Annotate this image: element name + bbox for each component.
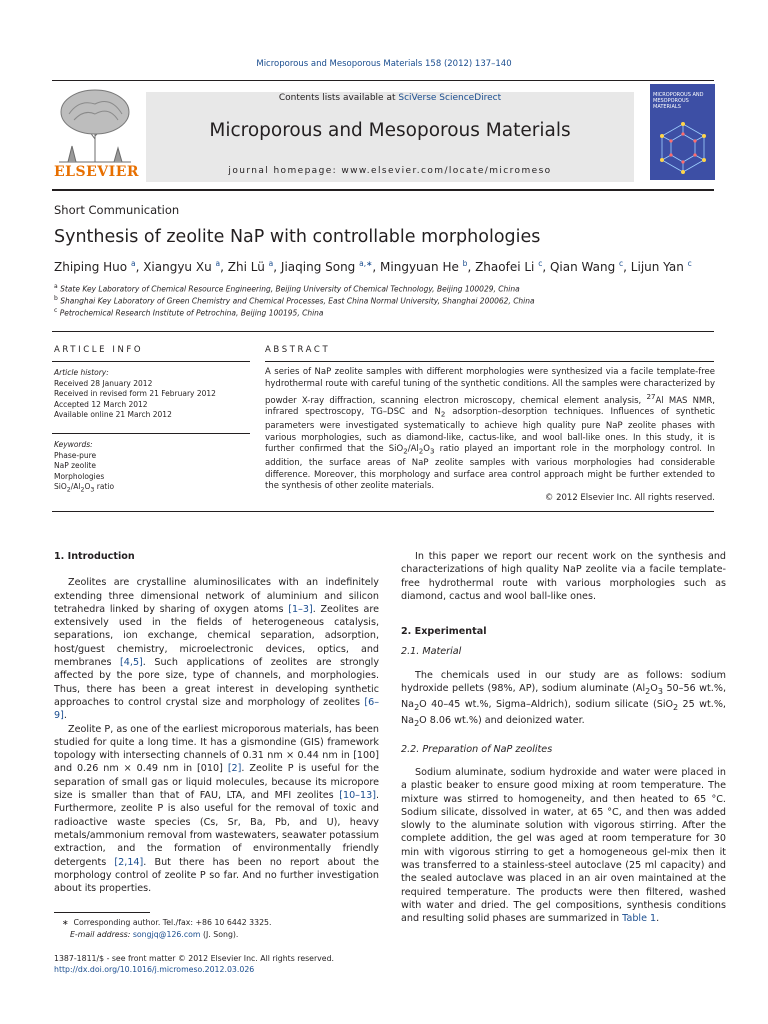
affiliation-key: b bbox=[54, 295, 58, 302]
history-heading: Article history: bbox=[54, 368, 109, 377]
sciencedirect-link[interactable]: SciVerse ScienceDirect bbox=[398, 93, 502, 103]
abstract-rule bbox=[265, 361, 714, 362]
article-title: Synthesis of zeolite NaP with controllable morphologies bbox=[54, 227, 541, 247]
author: Zhaofei Li bbox=[475, 260, 535, 274]
material-paragraph: The chemicals used in our study are as follows: sodium hydroxide pellets (98%, AP), sodium aluminate ($Al_2O_3$ 50–56 wt.%, $Na_2O$ 40–45 wt.%, Sigma–Aldrich), sodium silicate (SiO$_2$ 25 wt.%, $Na_2O$ 8.06 wt.%) and deionized water. bbox=[401, 669, 727, 729]
reference-link[interactable]: [2,14] bbox=[114, 856, 144, 868]
article-history bbox=[54, 368, 254, 421]
affiliation-a bbox=[54, 283, 520, 294]
preparation-heading: 2.2. Preparation of NaP zeolites bbox=[401, 743, 553, 755]
article-type: Short Communication bbox=[54, 203, 180, 217]
intro-paragraph-1: Zeolites are crystalline aluminosilicates with an indefinitely extending three dimensional network of aluminium and silicon tetrahedra linked by sharing of oxygen atoms [1–3]. Zeolites are extensively used in the fields of heterogeneous catalysis, separations, ion exchange, chemical separation, adsorption, host/guest chemistry, microelectronic devices, optics, and membranes [4,5]. Such applications of zeolites are strongly affected by the pore size, type of channels, and morphologies. Thus, there has been a great interest in developing synthetic approaches to control crystal size and morphology of zeolites [6–9]. bbox=[54, 577, 379, 722]
left-column bbox=[54, 550, 379, 895]
copyright: © 2012 Elsevier Inc. All rights reserved. bbox=[544, 493, 715, 503]
date-received: Received 28 January 2012 bbox=[54, 378, 153, 388]
author: Qian Wang bbox=[549, 260, 616, 274]
reference-link[interactable]: [4,5] bbox=[120, 657, 143, 669]
affiliation-c bbox=[54, 307, 324, 318]
journal-homepage[interactable]: journal homepage: www.elsevier.com/locate/micromeso bbox=[228, 166, 552, 176]
keyword: Phase-pure bbox=[54, 450, 97, 460]
affiliation-marker[interactable]: b bbox=[462, 259, 468, 268]
preparation-paragraph: Sodium aluminate, sodium hydroxide and water were placed in a plastic beaker to ensure good mixing at room temperature. The mixture was stirred to homogeneity, and then heated to 65 °C. Sodium silicate, dissolved in water, at 65 °C, and then was added slowly to the aluminate solution with vigorous stirring. After the complete addition, the gel was aged at room temperature for 30 min with vigorous stirring to get a homogeneous gel-mix then it was transferred to a stainless-steel autoclave (25 ml capacity) and the sealed autoclave was placed in an air oven maintained at the required temperature. The products were then filtered, washed with water and dried. The gel compositions, synthesis conditions and resulting solid phases are summarized in Table 1. bbox=[401, 766, 726, 925]
keyword: $SiO_2/Al_2O_3$ ratio bbox=[54, 482, 115, 494]
affiliation-b bbox=[54, 295, 535, 306]
footnote-rule bbox=[54, 912, 150, 913]
reference-link[interactable]: [10–13] bbox=[339, 790, 376, 802]
email-line: E-mail address: songjq@126.com (J. Song). bbox=[70, 930, 239, 939]
author: Jiaqing Song bbox=[280, 260, 356, 274]
affiliation-marker[interactable]: a,∗ bbox=[359, 259, 373, 268]
cover-title: MICROPOROUS AND MESOPOROUS MATERIALS bbox=[653, 92, 704, 110]
header-top-rule bbox=[52, 80, 714, 81]
contents-line bbox=[146, 93, 634, 103]
issn-line: 1387-1811/$ - see front matter © 2012 Elsevier Inc. All rights reserved. bbox=[54, 954, 335, 963]
header-bottom-rule bbox=[52, 189, 714, 191]
affiliation-marker[interactable]: a bbox=[130, 259, 136, 268]
experimental-heading: 2. Experimental bbox=[401, 626, 487, 638]
elsevier-wordmark: ELSEVIER bbox=[54, 164, 140, 180]
affiliation-marker[interactable]: a bbox=[215, 259, 221, 268]
corresponding-author: ∗ Corresponding author. Tel./fax: +86 10 6442 3325. bbox=[62, 918, 272, 927]
author: Xiangyu Xu bbox=[143, 260, 212, 274]
journal-cover-thumbnail bbox=[650, 84, 715, 180]
material-heading: 2.1. Material bbox=[401, 646, 462, 658]
title-rule bbox=[52, 331, 714, 332]
keyword: Morphologies bbox=[54, 471, 105, 481]
intro-heading: 1. Introduction bbox=[54, 551, 135, 562]
contents-prefix: Contents lists available at bbox=[278, 93, 399, 103]
abstract-text: A series of NaP zeolite samples with different morphologies were synthesized via a facile template-free hydrothermal route with careful tuning of the synthetic conditions. All the samples were characterized by powder X-ray diffraction, scanning electron microscopy, chemical element analysis, $^{27}$Al MAS NMR, infrared spectroscopy, TG–DSC and $N_2$ adsorption–desorption techniques. Influences of synthetic parameters were investigated systematically to achieve high quality pure NaP zeolite phases with various morphologies, such as diamond-like, cactus-like, and wool ball-like ones. In this study, it is further confirmed that the $SiO_2/Al_2O_3$ ratio played an important role in the morphology control. In addition, the surface areas of NaP zeolite samples with various morphologies had considerable difference. Moreover, this morphology and surface area control approach might be further extended to the synthesis of other zeolite materials. bbox=[265, 367, 716, 492]
info-rule bbox=[52, 361, 250, 362]
intro-paragraph-3: In this paper we report our recent work on the synthesis and characterizations of high quality NaP zeolite via a facile template-free hydrothermal route with various morphologies such as diamond, cactus and wool ball-like ones. bbox=[401, 551, 726, 602]
author: Mingyuan He bbox=[380, 260, 459, 274]
reference-link[interactable]: [2] bbox=[227, 763, 242, 775]
cover-molecule-icon bbox=[656, 120, 710, 174]
author: Zhi Lü bbox=[227, 260, 265, 274]
affiliation-marker[interactable]: a bbox=[268, 259, 274, 268]
journal-citation[interactable]: Microporous and Mesoporous Materials 158 (2012) 137–140 bbox=[256, 59, 512, 69]
affiliation-key: a bbox=[54, 283, 58, 290]
reference-link[interactable]: [1–3] bbox=[288, 603, 313, 615]
intro-paragraph-2: Zeolite P, as one of the earliest microporous materials, has been studied for quite a long time. It has a gismondine (GIS) framework topology with intersecting channels of 0.31 nm × 0.44 nm in [100] and 0.26 nm × 0.49 nm in [010] [2]. Zeolite P is useful for the separation of small gas or liquid molecules, because its micropore size is smaller than that of FAU, LTA, and MFI zeolites [10–13]. Furthermore, zeolite P is also useful for the removal of toxic and radioactive waste species (Cs, Sr, Ba, Pb, and U), heavy metals/ammonium removal from wastewaters, seawater potassium extraction, and the formation of environmentally friendly detergents [2,14]. But there has been no report about the morphology control of zeolite P so far. And no further investigation about its properties. bbox=[54, 723, 379, 895]
reference-link[interactable]: [6–9] bbox=[54, 696, 379, 722]
affiliation-marker[interactable]: c bbox=[538, 259, 543, 268]
affiliation-marker[interactable]: c bbox=[619, 259, 624, 268]
abstract-label: ABSTRACT bbox=[265, 345, 331, 355]
email-link[interactable]: songjq@126.com bbox=[132, 930, 201, 939]
keyword: NaP zeolite bbox=[54, 461, 96, 470]
doi-link[interactable]: http://dx.doi.org/10.1016/j.micromeso.2012.03.026 bbox=[54, 965, 255, 974]
affiliation-key: c bbox=[54, 307, 58, 314]
affiliation-text: State Key Laboratory of Chemical Resource Engineering, Beijing University of Chemical Technology, Beijing 100029, China bbox=[60, 284, 520, 294]
affiliation-text: Shanghai Key Laboratory of Green Chemistry and Chemical Processes, East China Normal University, Shanghai 200062, China bbox=[60, 296, 535, 306]
keywords bbox=[54, 440, 254, 496]
table-link[interactable]: Table 1 bbox=[622, 913, 657, 925]
author: Lijun Yan bbox=[630, 260, 684, 274]
author-list: Zhiping Huo $^a$, Xiangyu Xu $^a$, Zhi Lü $^a$, Jiaqing Song $^{a,∗}$, Mingyuan He $^b$, Zhaofei Li $^c$, Qian Wang $^c$, Lijun Yan $^c$ bbox=[54, 259, 692, 274]
date-revised: Received in revised form 21 February 2012 bbox=[54, 389, 216, 398]
affiliation-marker[interactable]: c bbox=[687, 259, 692, 268]
keywords-rule bbox=[52, 433, 250, 434]
date-online: Available online 21 March 2012 bbox=[54, 410, 172, 419]
journal-title: Microporous and Mesoporous Materials bbox=[209, 120, 571, 141]
date-accepted: Accepted 12 March 2012 bbox=[54, 399, 148, 409]
right-column bbox=[401, 550, 726, 926]
abstract-bottom-rule bbox=[52, 511, 714, 512]
author: Zhiping Huo bbox=[54, 260, 128, 274]
keywords-heading: Keywords: bbox=[54, 440, 93, 449]
affiliation-text: Petrochemical Research Institute of Petrochina, Beijing 100195, China bbox=[59, 308, 324, 318]
article-info-label: ARTICLE INFO bbox=[54, 345, 144, 355]
